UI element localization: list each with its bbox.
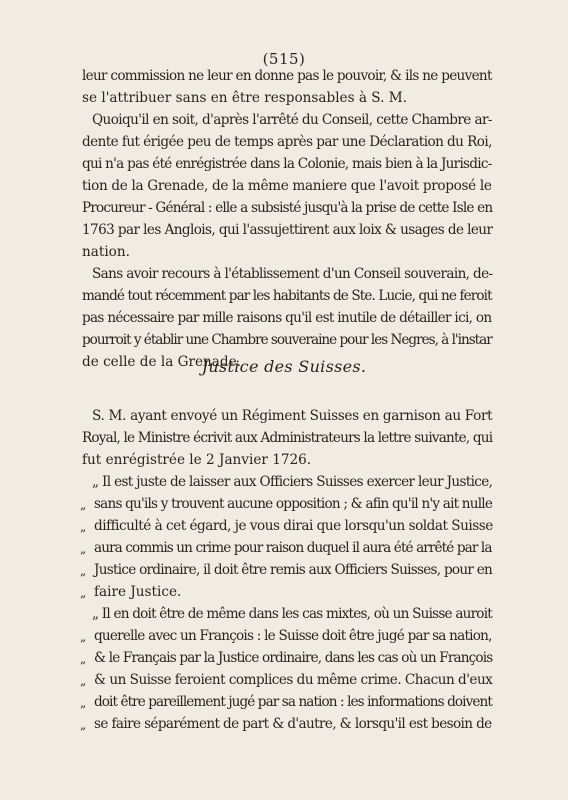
- text-line: fut enrégistrée le 2 Janvier 1726.: [82, 452, 312, 468]
- quote-mark: „: [80, 520, 87, 534]
- page-number: (515): [262, 50, 306, 68]
- text-line: de celle de la Grenade.: [82, 354, 241, 370]
- text-line: difficulté à cet égard, je vous dirai que lorsqu'un soldat Suisse: [94, 518, 493, 534]
- text-line: 1763 par les Anglois, qui l'assujettirent aux loix & usages de leur: [82, 222, 493, 238]
- quote-mark: „: [80, 586, 87, 600]
- text-line: sans qu'ils y trouvent aucune opposition ; & afin qu'il n'y ait nulle: [94, 496, 493, 512]
- text-line: dente fut érigée peu de temps après par une Déclaration du Roi,: [82, 134, 492, 150]
- text-line: nation.: [82, 244, 130, 260]
- quote-mark: „: [80, 652, 87, 666]
- text-line: doit être pareillement jugé par sa nation : les informations doivent: [94, 694, 492, 710]
- text-line: Royal, le Ministre écrivit aux Administrateurs la lettre suivante, qui: [82, 430, 493, 446]
- text-line: & un Suisse feroient complices du même crime. Chacun d'eux: [94, 672, 493, 688]
- quote-mark: „: [80, 498, 87, 512]
- text-line: mandé tout récemment par les habitants de Ste. Lucie, qui ne feroit: [82, 288, 492, 304]
- text-line: Sans avoir recours à l'établissement d'un Conseil souverain, de-: [92, 266, 493, 282]
- text-line: qui n'a pas été enrégistrée dans la Colonie, mais bien à la Jurisdic-: [82, 156, 492, 172]
- text-line: Procureur - Général : elle a subsisté jusqu'à la prise de cette Isle en: [82, 200, 493, 216]
- text-line: Justice ordinaire, il doit être remis aux Officiers Suisses, pour en: [94, 562, 493, 578]
- text-line: aura commis un crime pour raison duquel il aura été arrêté par la: [94, 540, 492, 556]
- text-line: „ Il est juste de laisser aux Officiers Suisses exercer leur Justice,: [92, 474, 493, 490]
- text-line: faire Justice.: [94, 584, 182, 600]
- quote-mark: „: [80, 542, 87, 556]
- text-line: „ Il en doit être de même dans les cas mixtes, où un Suisse auroit: [92, 606, 492, 622]
- text-line: querelle avec un François : le Suisse doit être jugé par sa nation,: [94, 628, 492, 644]
- text-line: pas nécessaire par mille raisons qu'il est inutile de détailler ici, on: [82, 310, 492, 326]
- quote-mark: „: [80, 564, 87, 578]
- text-line: se l'attribuer sans en être responsables à S. M.: [82, 90, 408, 106]
- quote-mark: „: [80, 718, 87, 732]
- text-line: leur commission ne leur en donne pas le pouvoir, & ils ne peuvent: [82, 68, 492, 84]
- quote-mark: „: [80, 674, 87, 688]
- text-line: & le Français par la Justice ordinaire, dans les cas où un François: [94, 650, 493, 666]
- quote-mark: „: [80, 696, 87, 710]
- text-line: tion de la Grenade, de la même maniere que l'avoit proposé le: [82, 178, 492, 194]
- text-line: pourroit y établir une Chambre souveraine pour les Negres, à l'instar: [82, 332, 492, 348]
- text-line: se faire séparément de part & d'autre, & lorsqu'il est besoin de: [94, 716, 492, 732]
- text-line: Quoiqu'il en soit, d'après l'arrêté du Conseil, cette Chambre ar-: [92, 112, 492, 128]
- text-line: S. M. ayant envoyé un Régiment Suisses en garnison au Fort: [92, 408, 493, 424]
- section-heading: Justice des Suisses.: [201, 357, 367, 376]
- quote-mark: „: [80, 630, 87, 644]
